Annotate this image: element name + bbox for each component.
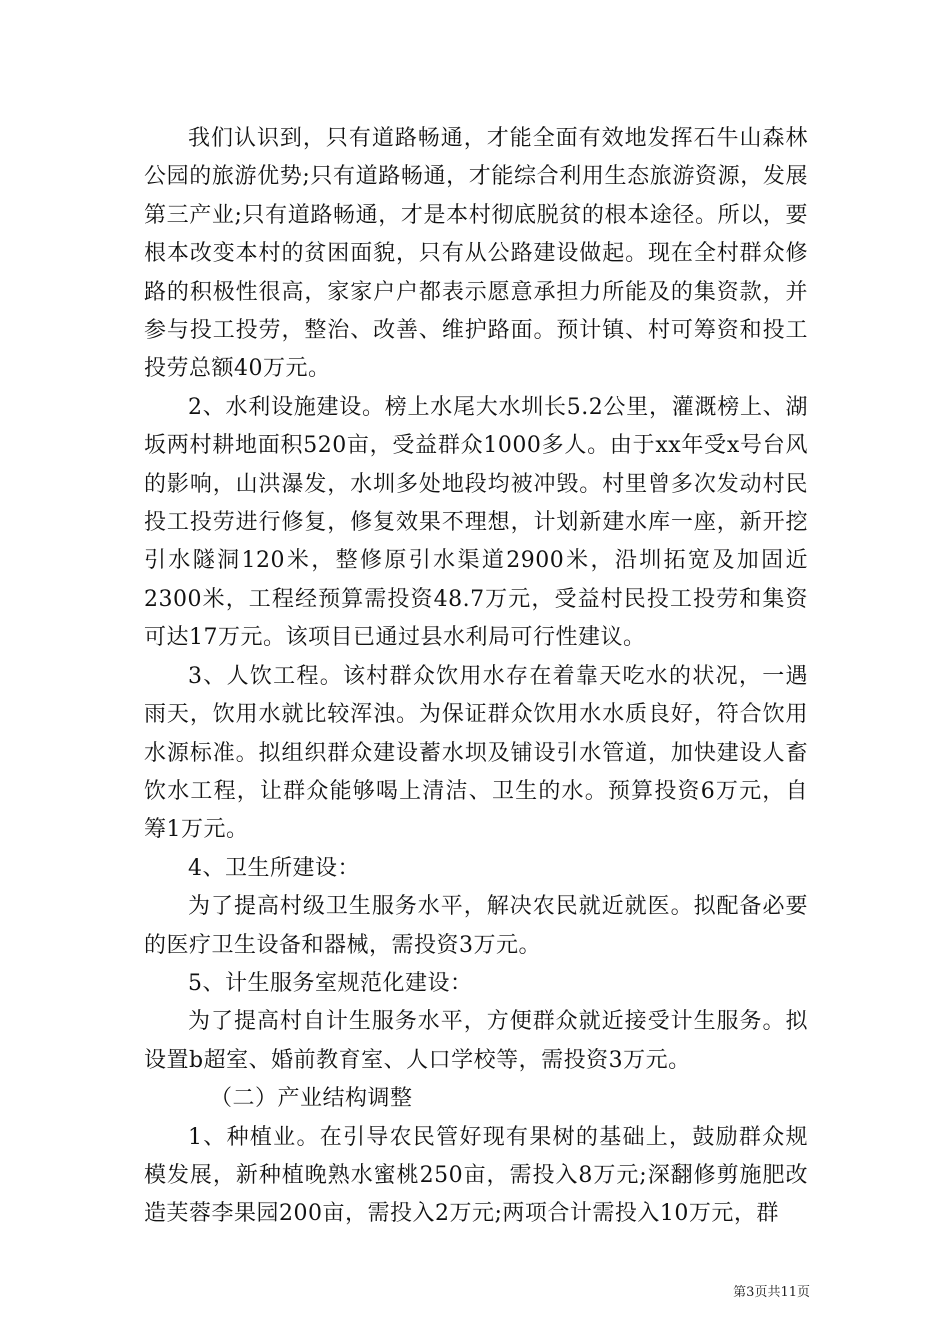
page-number-footer: 第3页共11页 — [733, 1285, 810, 1300]
paragraph-water-conservancy: 2、水利设施建设。榜上水尾大水圳长5.2公里，灌溉榜上、湖坂两村耕地面积520亩，受益群众1000多人。由于xx年受x号台风的影响，山洪瀑发，水圳多处地段均被冲毁。村里曾多次发动村民投工投劳进行修复，修复效果不理想，计划新建水库一座，新开挖引水隧洞120米，整修原引水渠道2900米，沿圳拓宽及加固近2300米，工程经预算需投资48.7万元，受益村民投工投劳和集资可达17万元。该项目已通过县水利局可行性建议。 — [144, 394, 808, 651]
heading-industry-restructuring: （二）产业结构调整 — [210, 1086, 413, 1112]
paragraph-road-construction: 我们认识到，只有道路畅通，才能全面有效地发挥石牛山森林公园的旅游优势;只有道路畅通，才能综合利用生态旅游资源，发展第三产业;只有道路畅通，才是本村彻底脱贫的根本途径。所以，要根本改变本村的贫困面貌，只有从公路建设做起。现在全村群众修路的积极性很高，家家户户都表示愿意承担力所能及的集资款，并参与投工投劳，整治、改善、维护路面。预计镇、村可筹资和投工投劳总额40万元。 — [144, 126, 808, 382]
paragraph-planting: 1、种植业。在引导农民管好现有果树的基础上，鼓励群众规模发展，新种植晚熟水蜜桃250亩，需投入8万元;深翻修剪施肥改造芙蓉李果园200亩，需投入2万元;两项合计需投入10万元，群 — [144, 1124, 808, 1227]
paragraph-drinking-water: 3、人饮工程。该村群众饮用水存在着靠天吃水的状况，一遇雨天，饮用水就比较浑浊。为保证群众饮用水水质良好，符合饮用水源标准。拟组织群众建设蓄水坝及铺设引水管道，加快建设人畜饮水工程，让群众能够喝上清洁、卫生的水。预算投资6万元，自筹1万元。 — [144, 663, 808, 843]
document-body — [144, 120, 808, 1234]
heading-clinic-construction: 4、卫生所建设： — [188, 855, 360, 881]
paragraph-clinic-construction: 为了提高村级卫生服务水平，解决农民就近就医。拟配备必要的医疗卫生设备和器械，需投资3万元。 — [144, 894, 808, 958]
heading-family-planning-room: 5、计生服务室规范化建设： — [188, 970, 473, 996]
paragraph-family-planning-room: 为了提高村自计生服务水平，方便群众就近接受计生服务。拟设置b超室、婚前教育室、人口学校等，需投资3万元。 — [144, 1009, 808, 1073]
